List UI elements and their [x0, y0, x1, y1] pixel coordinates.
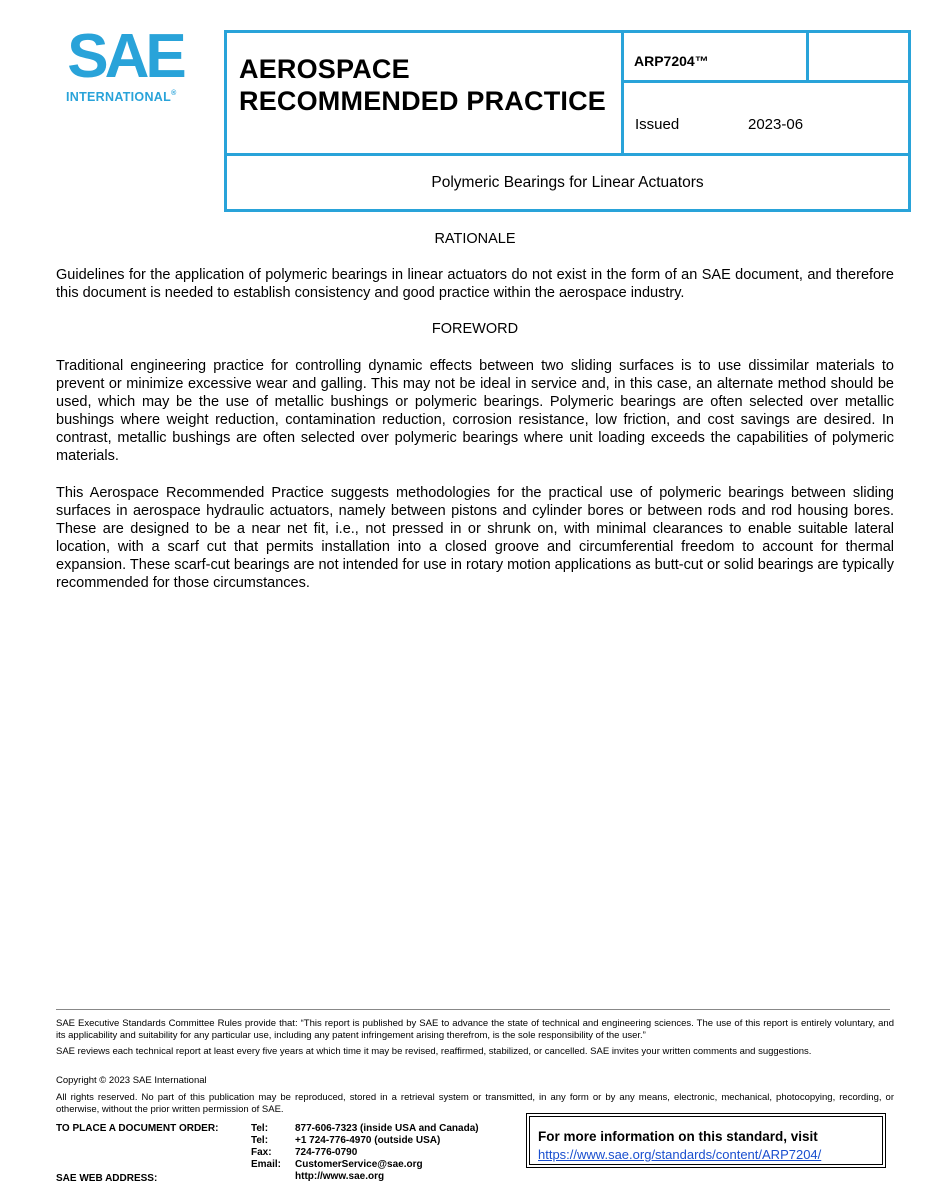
order-label: TO PLACE A DOCUMENT ORDER:: [56, 1123, 219, 1134]
review-text: SAE reviews each technical report at least every five years at which time it may be revised, reaffirmed, stabilized, or cancelled. SAE invites your written comments and suggestions.: [56, 1046, 812, 1057]
foreword-paragraph-2: This Aerospace Recommended Practice suggests methodologies for the practical use of polymeric bearings between sliding surfaces in aerospace hydraulic actuators, namely between pistons and cylinder bores or between rods and rod housing bores. These are designed to be a near net fit, i.e., not pressed in or shrunk on, with minimal clearances to enable suitable lateral location, with a scarf cut that permits installation into a closed groove and circumferential freedom to account for thermal expansion. These scarf-cut bearings are not intended for use in rotary motion applications as butt-cut or solid bearings are typically recommended for those circumstances.: [56, 485, 894, 591]
contact-row: Tel: 877-606-7323 (inside USA and Canada): [251, 1123, 479, 1134]
document-subtitle: Polymeric Bearings for Linear Actuators: [431, 174, 704, 191]
footer-divider: [56, 1009, 890, 1010]
subtitle-cell: [227, 156, 908, 209]
more-info-box: [526, 1113, 886, 1168]
rationale-heading: RATIONALE: [434, 231, 516, 247]
committee-rules-text: SAE Executive Standards Committee Rules provide that: “This report is published by SAE to advance the state of technical and engineering sciences. The use of this report is entirely voluntary, and its applicability and suitability for any particular use, including any patent infringement arising therefrom, is the sole responsibility of the user.”: [56, 1018, 894, 1041]
contact-row: [251, 1171, 479, 1183]
contact-row: Tel: +1 724-776-4970 (outside USA): [251, 1135, 441, 1146]
doc-number-cell: [624, 33, 809, 83]
standard-url-link[interactable]: https://www.sae.org/standards/content/ARP7204/: [538, 1147, 822, 1162]
blank-cell: [809, 33, 908, 83]
contact-row: Email: CustomerService@sae.org: [251, 1159, 423, 1170]
web-address-link[interactable]: http://www.sae.org: [295, 1171, 385, 1182]
logo-subtitle: INTERNATIONAL®: [66, 90, 177, 104]
phone-link[interactable]: +1 724-776-4970 (outside USA): [295, 1135, 441, 1146]
document-type-title: AEROSPACE RECOMMENDED PRACTICE: [239, 54, 607, 116]
phone-link[interactable]: 877-606-7323 (inside USA and Canada): [295, 1123, 479, 1134]
copyright-text: Copyright © 2023 SAE International: [56, 1075, 207, 1086]
sae-logo: [66, 22, 188, 106]
more-info-title: For more information on this standard, visit: [538, 1129, 818, 1144]
rights-text: All rights reserved. No part of this publication may be reproduced, stored in a retrieval system or transmitted, in any form or by any means, electronic, mechanical, photocopying, recording, or otherwise, without the prior written permission of SAE.: [56, 1092, 894, 1115]
logo-wordmark: SAE: [67, 22, 183, 91]
foreword-paragraph-1: Traditional engineering practice for controlling dynamic effects between two sliding surfaces is to use dissimilar materials to prevent or minimize excessive wear and galling. This may not be ideal in service and, in this case, an alternate method should be used, which may be the use of metallic bushings or polymeric bearings. Polymeric bearings are often selected over metallic bushings where weight reduction, contamination reduction, corrosion resistance, low friction, and cost savings are desired. In contrast, metallic bushings are often selected over polymeric bearings where unit loading exceeds the capabilities of polymeric materials.: [56, 358, 894, 464]
title-cell: [227, 33, 624, 156]
email-link[interactable]: CustomerService@sae.org: [295, 1159, 423, 1170]
issued-label: Issued: [635, 116, 680, 133]
web-address-label: SAE WEB ADDRESS:: [56, 1173, 158, 1184]
document-header-box: [224, 30, 911, 212]
fax-number: 724-776-0790: [295, 1147, 358, 1158]
rationale-paragraph: Guidelines for the application of polymeric bearings in linear actuators do not exist in the form of an SAE document, and therefore this document is needed to establish consistency and good practice within the aerospace industry.: [56, 267, 894, 301]
issued-cell: [624, 83, 908, 156]
foreword-heading: FOREWORD: [431, 321, 519, 337]
contact-block: [251, 1123, 479, 1183]
contact-row: Fax: 724-776-0790: [251, 1147, 358, 1158]
issued-date: 2023-06: [748, 116, 804, 133]
doc-number: ARP7204™: [634, 53, 709, 69]
